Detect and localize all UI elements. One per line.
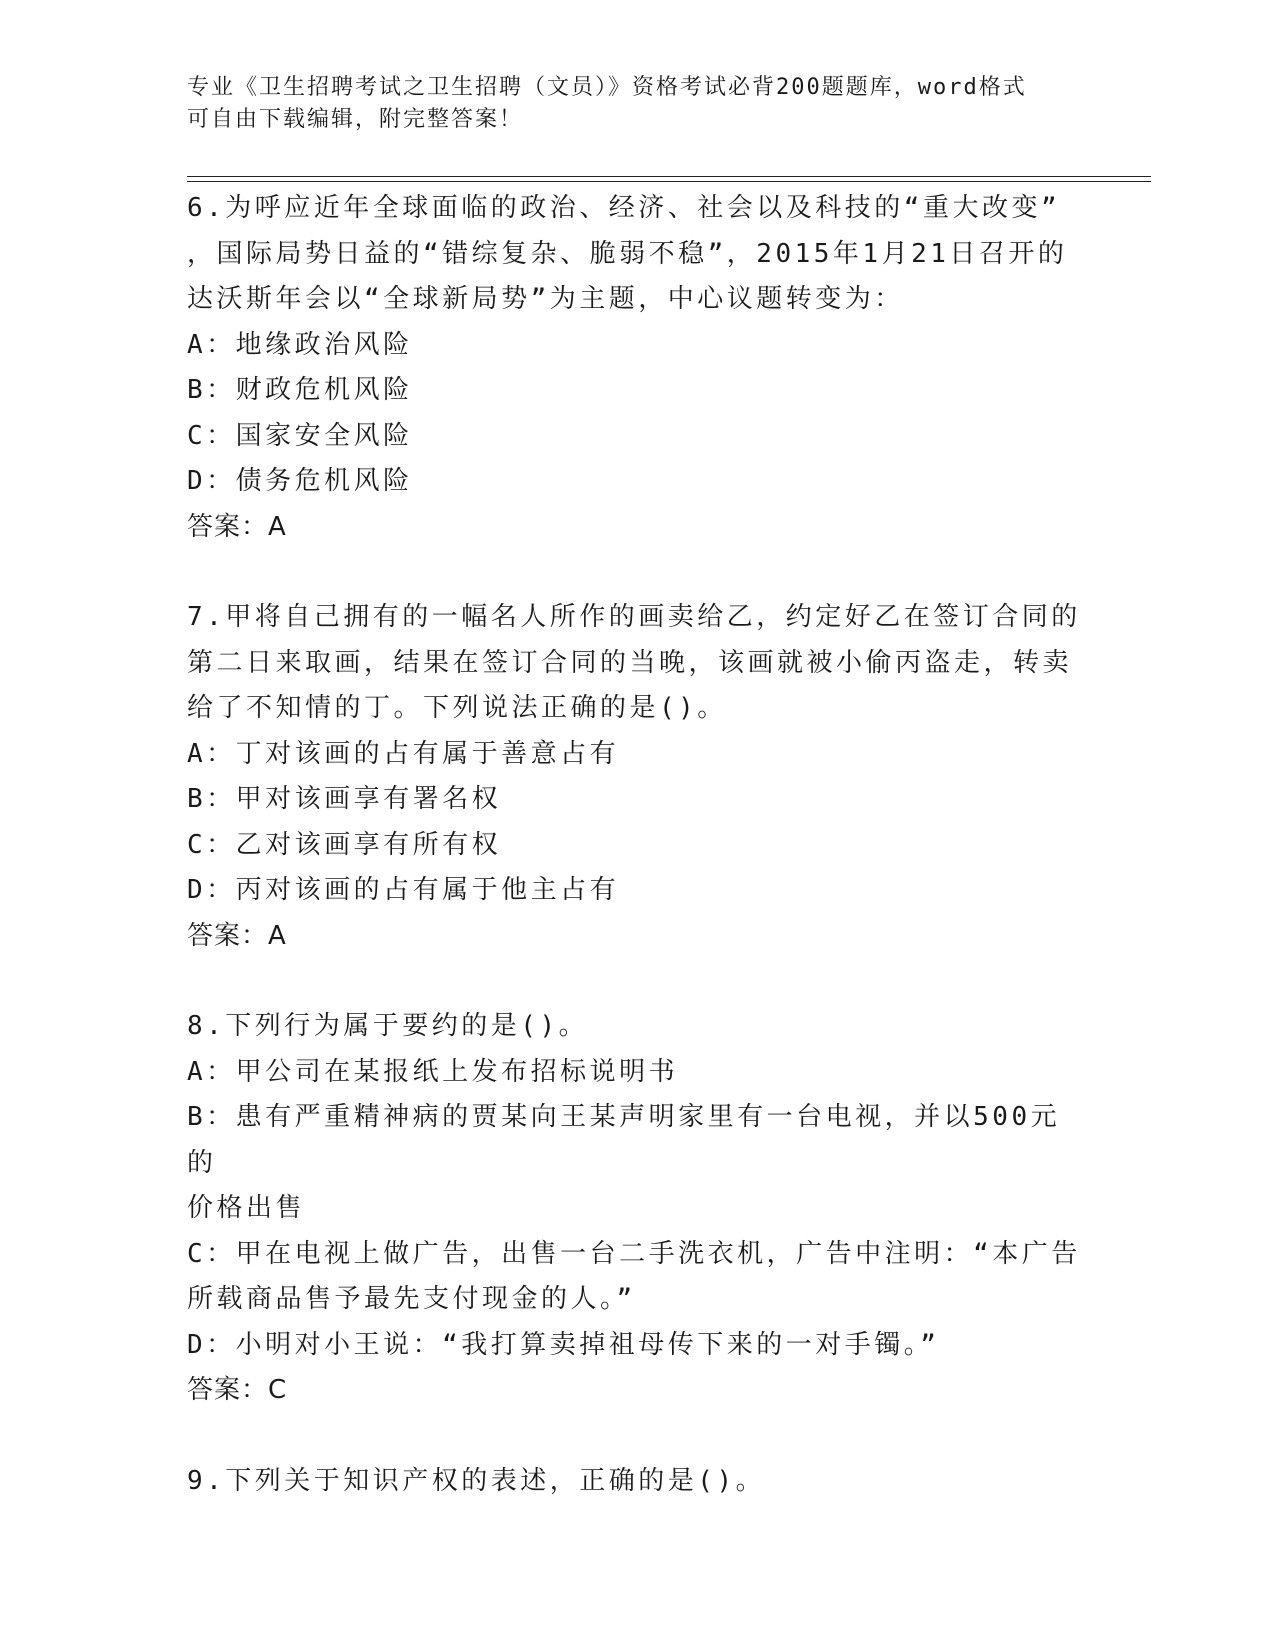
question-stem-line: 9.下列关于知识产权的表述，正确的是()。 [187,1465,766,1496]
question-spacer [187,959,1087,1004]
question-stem-line: 第二日来取画，结果在签订合同的当晚，该画就被小偷丙盗走，转卖 [187,647,1073,678]
header-divider-bottom [187,181,1151,182]
option-c: C：乙对该画享有所有权 [187,829,502,860]
question-stem-line: 7.甲将自己拥有的一幅名人所作的画卖给乙，约定好乙在签订合同的 [187,602,1081,632]
answer-line [187,505,1087,551]
question-6 [187,186,1087,550]
option-b-continued: 价格出售 [187,1193,306,1223]
option-d: D：丙对该画的占有属于他主占有 [187,875,620,905]
question-8 [187,1004,1087,1414]
header-line-2: 可自由下载编辑，附完整答案！ [187,107,524,132]
answer-value: C [268,1375,288,1405]
header-line-1: 专业《卫生招聘考试之卫生招聘（文员）》资格考试必背200题题库，word格式 [187,75,1027,100]
option-b: B：财政危机风险 [187,375,413,405]
question-stem-line: 给了不知情的丁。下列说法正确的是()。 [187,693,727,723]
header-divider-top [187,176,1151,177]
option-a: A：丁对该画的占有属于善意占有 [187,738,620,769]
option-c: C：甲在电视上做广告，出售一台二手洗衣机，广告中注明：“本广告 [187,1238,1081,1269]
option-d: D：债务危机风险 [187,466,413,496]
question-list [187,186,1087,1504]
answer-line [187,1368,1087,1414]
answer-label: 答案： [187,511,269,542]
option-b: B：甲对该画享有署名权 [187,784,502,814]
question-spacer [187,550,1087,595]
question-7 [187,595,1087,959]
question-spacer [187,1414,1087,1459]
question-9 [187,1459,1087,1505]
option-a: A：甲公司在某报纸上发布招标说明书 [187,1056,679,1087]
question-stem-line: ，国际局势日益的“错综复杂、脆弱不稳”，2015年1月21日召开的 [187,238,1068,269]
option-c: C：国家安全风险 [187,420,413,451]
question-stem-line: 达沃斯年会以“全球新局势”为主题，中心议题转变为： [187,284,904,314]
answer-label: 答案： [187,1375,269,1405]
answer-line [187,914,1087,960]
question-stem-line: 6.为呼应近年全球面临的政治、经济、社会以及科技的“重大改变” [187,193,1061,223]
question-stem-line: 8.下列行为属于要约的是()。 [187,1011,589,1041]
option-a: A：地缘政治风险 [187,329,413,360]
option-b: B：患有严重精神病的贾某向王某声明家里有一台电视，并以500元的 [187,1102,1061,1178]
document-header [187,72,1067,136]
option-c-continued: 所载商品售予最先支付现金的人。” [187,1284,636,1314]
answer-label: 答案： [187,920,269,951]
answer-value: A [268,511,287,542]
answer-value: A [268,920,287,951]
option-d: D：小明对小王说：“我打算卖掉祖母传下来的一对手镯。” [187,1329,940,1360]
